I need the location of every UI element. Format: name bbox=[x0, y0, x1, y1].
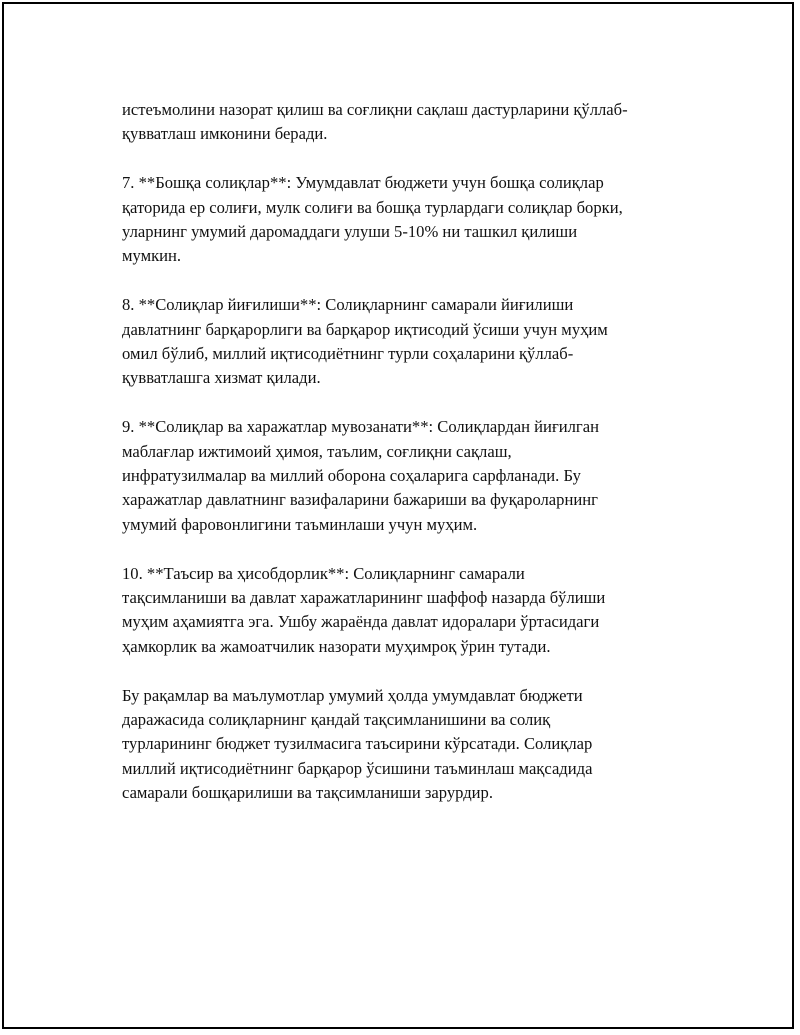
text-line: Бу рақамлар ва маълумотлар умумий ҳолда умумдавлат бюджети bbox=[122, 685, 583, 705]
document-page bbox=[2, 2, 794, 1029]
text-line: қувватлашга хизмат қилади. bbox=[122, 368, 321, 388]
text-line: уларнинг умумий даромаддаги улуши 5-10% ни ташкил қилиши bbox=[122, 222, 578, 242]
text-line: қувватлаш имконини беради. bbox=[122, 124, 328, 144]
text-line: умумий фаровонлигини таъминлаши учун муҳим. bbox=[122, 514, 478, 534]
text-line: тақсимланиши ва давлат харажатларининг шаффоф назарда бўлиши bbox=[122, 588, 606, 608]
paragraph-item-9 bbox=[122, 415, 682, 537]
text-line: даражасида солиқларнинг қандай тақсимланишини ва солиқ bbox=[122, 710, 551, 730]
text-line: турларининг бюджет тузилмасига таъсирини кўрсатади. Солиқлар bbox=[122, 734, 593, 754]
paragraph-item-8 bbox=[122, 293, 682, 391]
text-line: ҳамкорлик ва жамоатчилик назорати муҳимроқ ўрин тутади. bbox=[122, 636, 551, 656]
text-line: миллий иқтисодиётнинг барқарор ўсишини таъминлаш мақсадида bbox=[122, 758, 593, 778]
text-line: 9. **Солиқлар ва харажатлар мувозанати**: Солиқлардан йиғилган bbox=[122, 417, 599, 437]
paragraph-item-10 bbox=[122, 562, 682, 660]
text-line: муҳим аҳамиятга эга. Ушбу жараёнда давлат идоралари ўртасидаги bbox=[122, 612, 600, 632]
paragraph-continuation bbox=[122, 98, 682, 147]
text-line: қаторида ер солиғи, мулк солиғи ва бошқа турлардаги солиқлар борки, bbox=[122, 197, 623, 217]
text-line: мумкин. bbox=[122, 246, 182, 266]
paragraph-conclusion bbox=[122, 684, 682, 806]
text-line: инфратузилмалар ва миллий оборона соҳаларига сарфланади. Бу bbox=[122, 466, 581, 486]
text-line: самарали бошқарилиши ва тақсимланиши зарурдир. bbox=[122, 783, 494, 803]
text-line: истеъмолини назорат қилиш ва соғлиқни сақлаш дастурларини қўллаб- bbox=[122, 100, 628, 119]
text-line: маблағлар ижтимоий ҳимоя, таълим, соғлиқни сақлаш, bbox=[122, 441, 512, 461]
paragraph-item-7 bbox=[122, 171, 682, 269]
text-line: харажатлар давлатнинг вазифаларини бажариши ва фуқароларнинг bbox=[122, 490, 598, 510]
text-line: 10. **Таъсир ва ҳисобдорлик**: Солиқларнинг самарали bbox=[122, 563, 525, 583]
text-line: омил бўлиб, миллий иқтисодиётнинг турли соҳаларини қўллаб- bbox=[122, 344, 574, 364]
text-line: 7. **Бошқа солиқлар**: Умумдавлат бюджети учун бошқа солиқлар bbox=[122, 173, 604, 193]
text-line: 8. **Солиқлар йиғилиши**: Солиқларнинг самарали йиғилиши bbox=[122, 295, 574, 315]
text-line: давлатнинг барқарорлиги ва барқарор иқтисодий ўсиши учун муҳим bbox=[122, 319, 608, 339]
document-body bbox=[122, 98, 682, 830]
